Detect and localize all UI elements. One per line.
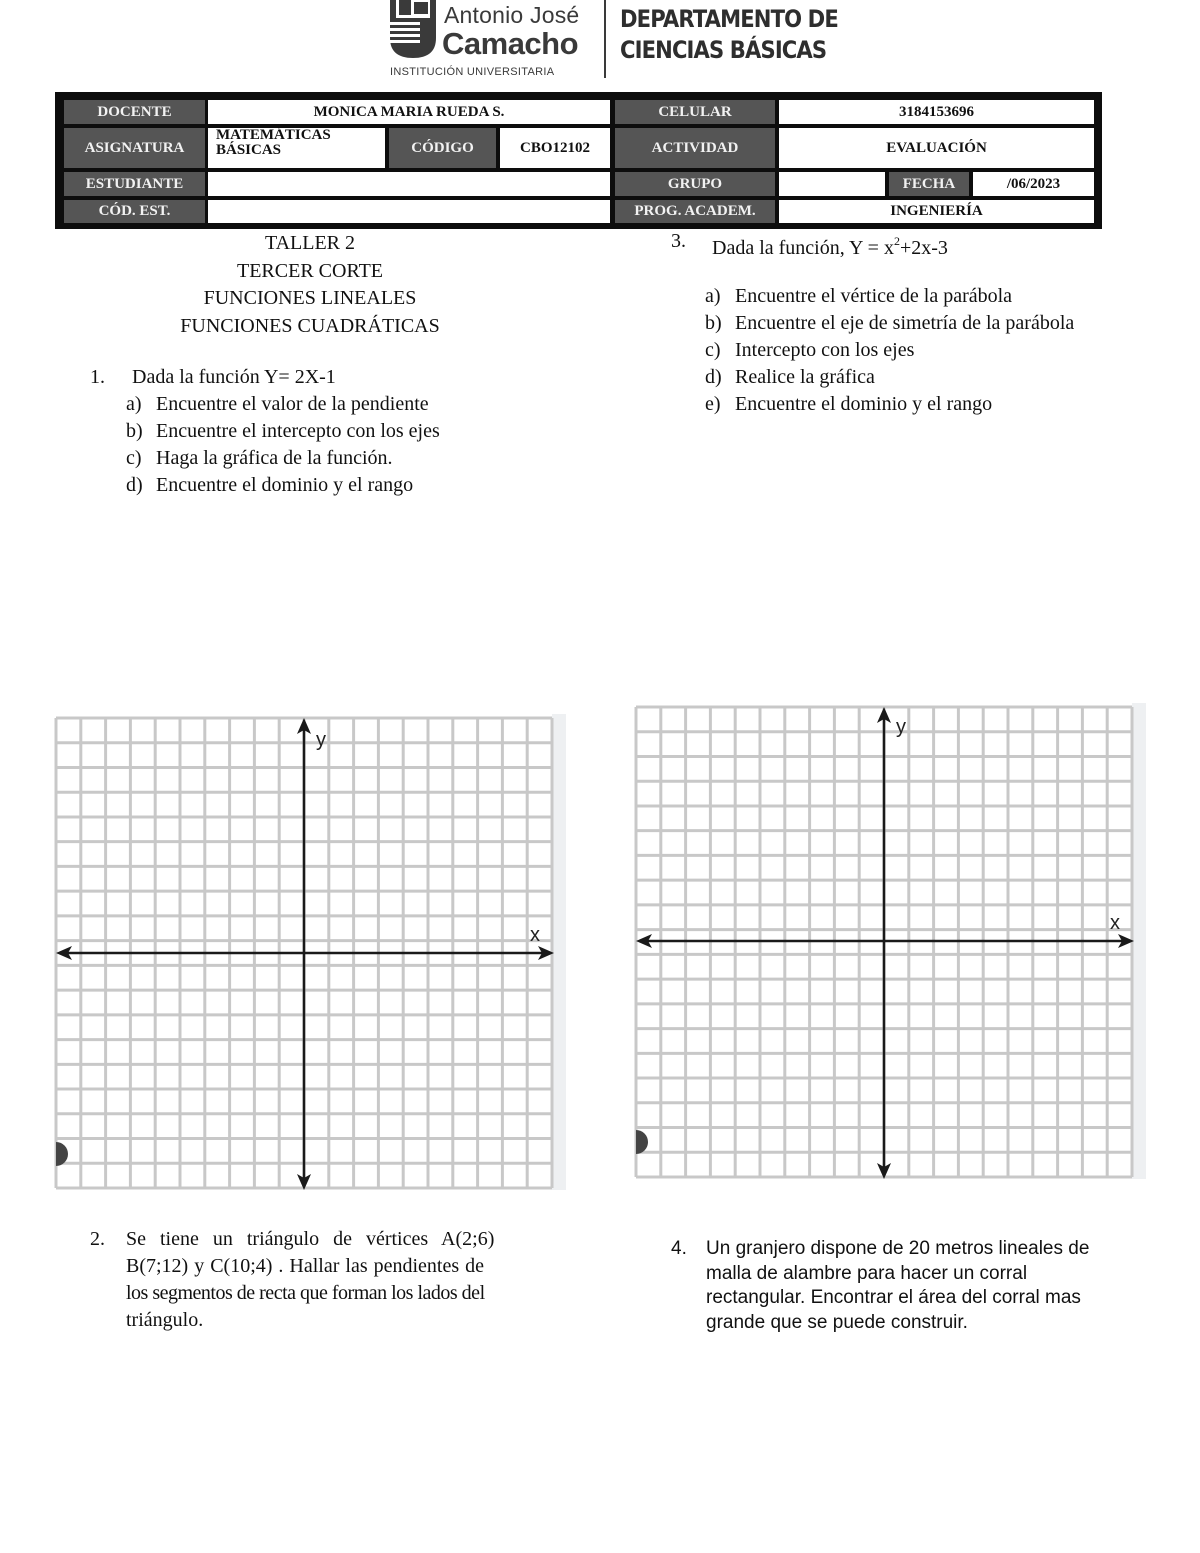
title-cuadraticas: FUNCIONES CUADRÁTICAS (180, 314, 440, 337)
list-item: a) Encuentre el vértice de la parábola (705, 285, 1013, 307)
cod-est-label: CÓD. EST. (64, 200, 205, 223)
asignatura-value (208, 128, 385, 168)
grupo-field[interactable] (779, 172, 885, 196)
list-item: a) Encuentre el valor de la pendiente (126, 393, 429, 415)
prog-academ-value: INGENIERÍA (779, 200, 1094, 223)
y-axis-label: y (316, 729, 326, 751)
asignatura-value-line1: MATEMÁTICAS (216, 127, 331, 143)
list-item: d) Encuentre el dominio y el rango (126, 474, 414, 496)
institution-subtitle: INSTITUCIÓN UNIVERSITARIA (390, 66, 555, 78)
docente-label: DOCENTE (64, 100, 205, 124)
list-item: c) Haga la gráfica de la función. (126, 447, 393, 469)
title-lineales: FUNCIONES LINEALES (203, 287, 417, 309)
coordinate-grid-right[interactable] (632, 703, 1148, 1183)
question-4-text: Un granjero dispone de 20 metros lineales de malla de alambre para hacer un corral rectangular. Encontrar el área del corral mas grande que se puede construir. (706, 1238, 1090, 1333)
question-1-text: Dada la función Y= 2X-1 (132, 366, 336, 388)
fecha-value[interactable]: /06/2023 (973, 172, 1094, 196)
coordinate-grid-left[interactable] (52, 714, 568, 1194)
fecha-label: FECHA (889, 172, 969, 196)
question-3-text: Dada la función, $Y = x^2+2x-3$ (712, 234, 948, 259)
question-2-number: 2. (90, 1228, 105, 1250)
worksheet-titles (110, 230, 510, 340)
prog-academ-label: PROG. ACADEM. (615, 200, 775, 223)
department-title (620, 4, 838, 66)
list-item: b) Encuentre el intercepto con los ejes (126, 420, 440, 442)
question-1-number: 1. (90, 366, 105, 388)
department-line2: CIENCIAS BÁSICAS (620, 36, 827, 64)
list-item: b) Encuentre el eje de simetría de la parábola (705, 312, 1075, 334)
list-item: e) Encuentre el dominio y el rango (705, 393, 993, 415)
department-line1: DEPARTAMENTO DE (620, 5, 838, 33)
shield-logo-icon (388, 0, 438, 60)
estudiante-label: ESTUDIANTE (64, 172, 205, 196)
docente-value: MONICA MARIA RUEDA S. (208, 100, 610, 124)
grupo-label: GRUPO (615, 172, 775, 196)
institution-name-line2: Camacho (442, 26, 579, 61)
codigo-label: CÓDIGO (389, 128, 496, 168)
institution-logo (388, 0, 598, 80)
question-1-items (126, 391, 440, 499)
question-4-number: 4. (671, 1238, 687, 1259)
watermark-badge-icon (636, 1130, 648, 1154)
info-table (55, 92, 1102, 229)
celular-value: 3184153696 (779, 100, 1094, 124)
header-divider (604, 0, 606, 78)
x-axis-label: x (530, 924, 540, 946)
x-axis-label: x (1110, 912, 1120, 934)
question-3-items (705, 283, 1074, 418)
question-2-text: Se tiene un triángulo de vértices A(2;6) B(7;12) y C(10;4) . Hallar las pendientes de los segmentos de recta que forman los lados del triángulo. (126, 1228, 495, 1331)
estudiante-field[interactable] (208, 172, 610, 196)
actividad-value: EVALUACIÓN (779, 128, 1094, 168)
actividad-label: ACTIVIDAD (615, 128, 775, 168)
celular-label: CELULAR (615, 100, 775, 124)
list-item: d) Realice la gráfica (705, 366, 875, 388)
y-axis-label: y (896, 716, 906, 738)
cod-est-field[interactable] (208, 200, 610, 223)
institution-name-line1: Antonio José (444, 2, 580, 28)
title-taller: TALLER 2 (264, 232, 356, 254)
asignatura-value-line2: BÁSICAS (216, 142, 282, 158)
asignatura-label: ASIGNATURA (64, 128, 205, 168)
question-3-number: 3. (671, 230, 686, 252)
list-item: c) Intercepto con los ejes (705, 339, 915, 361)
codigo-value: CBO12102 (500, 128, 610, 168)
title-corte: TERCER CORTE (236, 259, 384, 282)
